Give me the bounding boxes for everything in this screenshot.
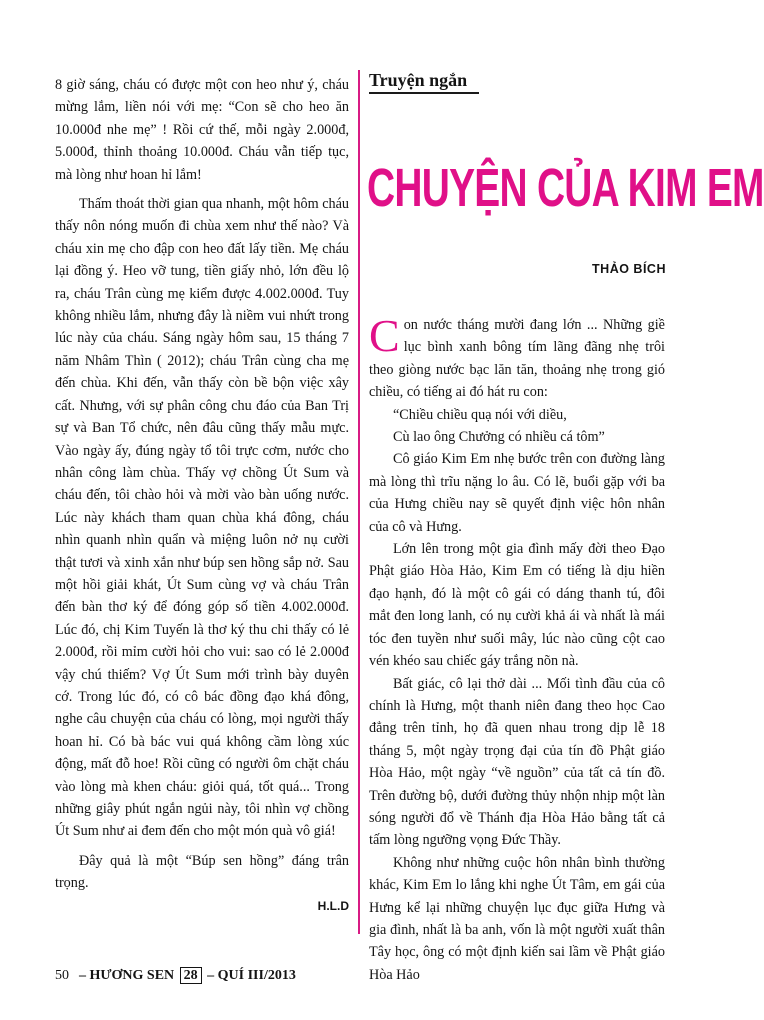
magazine-name: – HƯƠNG SEN <box>79 968 175 983</box>
column-divider <box>358 70 360 934</box>
paragraph: Không như những cuộc hôn nhân bình thường khác, Kim Em lo lắng khi nghe Út Tâm, em gái của Hưng kể lại những chuyện lục đục giữa Hưng và gia đình, nhất là ba anh, vốn là một người xuất thân Tây học, ông có một định kiến sai lầm về Phật giáo Hòa Hảo <box>369 854 665 983</box>
paragraph: Lớn lên trong một gia đình mấy đời theo Đạo Phật giáo Hòa Hảo, Kim Em có tiếng là dịu hiền đạo hạnh, đó là một cô gái có dáng thanh tú, đôi mắt đen long lanh, có nụ cười khả ái và nhất là mái tóc đen tuyền như suối mây, lúc nào cũng cột cao vén khéo sau chiếc gáy trắng nõn nà. <box>369 541 665 670</box>
drop-cap: C <box>369 310 400 361</box>
page-number: 50 <box>55 968 69 983</box>
issue-number: 28 <box>180 967 202 984</box>
verse-line: Cù lao ông Chưởng có nhiều cá tôm” <box>393 429 605 446</box>
page-footer <box>55 968 296 984</box>
story-title: CHUYỆN CỦA KIM EM <box>367 158 764 218</box>
left-column <box>55 74 349 917</box>
paragraph: Thấm thoát thời gian qua nhanh, một hôm cháu thấy nôn nóng muốn đi chùa xem như thế nào? Và cháu xin mẹ cho đập con heo đất lấy tiền. Mẹ cháu lại đồng ý. Heo vỡ tung, tiền giấy nhỏ, lớn đều lộ ra, cháu Trân cùng mẹ kiểm được 4.002.000đ. Tuy không nhiều lắm, nhưng đây là niềm vui nhứt trong lúc này của cháu. Sáng ngày hôm sau, 15 tháng 7 năm Nhâm Thìn ( 2012); cháu Trân cùng cha mẹ đến chùa. Khi đến, vẫn thấy còn bề bộn việc xây cất. Nhưng, với sự phân công chu đáo của Ban Trị sự và Ban Tổ chức, nên đâu cũng thấy mẫu mực. Vào ngày ấy, đúng ngày tổ tôi trực cơm, nước cho nhân công làm chùa. Thấy vợ chồng Út Sum và cháu đến, tôi chào hỏi và mời vào bàn uống nước. Lúc này khách tham quan chùa khá đông, cháu nhìn quanh nhìn quẩn và miệng luôn nở nụ cười thật tươi và xinh xắn như búp sen hồng sắp nở. Sau một hồi giải khát, Út Sum cùng vợ và cháu Trân đến bàn thơ ký để đóng góp số tiền 4.002.000đ. Lúc đó, chị Kim Tuyến là thơ ký thu chi thấy có lẻ 2.000đ, rồi mỉm cười hỏi cho vui: sao có lẻ 2.000đ vậy chú thiếm? Vợ Út Sum mới trình bày duyên cớ. Trong lúc đó, có cô bác đồng đạo khá đông, nghe câu chuyện của cháu có lòng, mọi người thấy hoan hỉ. Có bà bác vui quá không cầm lòng xúc động, mất đỗ hoe! Rồi cũng có người ôm chặt cháu vào lòng mà khen cháu: giỏi quá, tốt quá... Trong những giây phút ngắn ngủi này, tôi nhìn vợ chồng Út Sum như ai đem đến cho một món quà vô giá! <box>55 196 349 840</box>
paragraph: Đây quả là một “Búp sen hồng” đáng trân trọng. <box>55 852 349 892</box>
verse-line: “Chiều chiều quạ nói với diều, <box>393 406 567 423</box>
paragraph: Cô giáo Kim Em nhẹ bước trên con đường làng mà lòng thì trĩu nặng lo âu. Có lẽ, buổi gặp với ba của Hưng chiều nay sẽ quyết định việc hôn nhân của cô và Hưng. <box>369 451 665 535</box>
right-column <box>369 310 665 986</box>
issue-period: – QUÍ III/2013 <box>207 968 296 983</box>
paragraph: Bất giác, cô lại thở dài ... Mối tình đầu của cô chính là Hưng, một thanh niên đang theo học Cao đẳng trên tỉnh, họ đã quen nhau trong dịp lễ 18 tháng 5, một ngày trọng đại của tín đồ Phật giáo Hòa Hảo, một ngày “về nguồn” của tất cả tín đồ. Trên đường bộ, dưới đường thủy nhộn nhịp một làn sóng người đổ về Thánh địa Hòa Hảo bằng tất cả tấm lòng ngưỡng vọng Đức Thầy. <box>369 675 665 849</box>
author-name: THẢO BÍCH <box>592 262 666 276</box>
paragraph: 8 giờ sáng, cháu có được một con heo như ý, cháu mừng lắm, liền nói với mẹ: “Con sẽ cho heo ăn 10.000đ nhe mẹ” ! Rồi cứ thế, mỗi ngày 2.000đ, 5.000đ, thỉnh thoảng 10.000đ. Cháu vẫn tiếp tục, mà lòng như hoan hỉ lắm! <box>55 77 349 183</box>
section-label: Truyện ngắn <box>369 70 479 94</box>
author-signature: H.L.D <box>317 898 349 913</box>
opening-paragraph: Con nước tháng mười đang lớn ... Những giề lục bình xanh bông tím lãng đãng nhẹ trôi theo giòng nước bạc lăn tăn, thoảng nhẹ trong gió chiều, có tiếng ai đó hát ru con: <box>369 310 665 401</box>
